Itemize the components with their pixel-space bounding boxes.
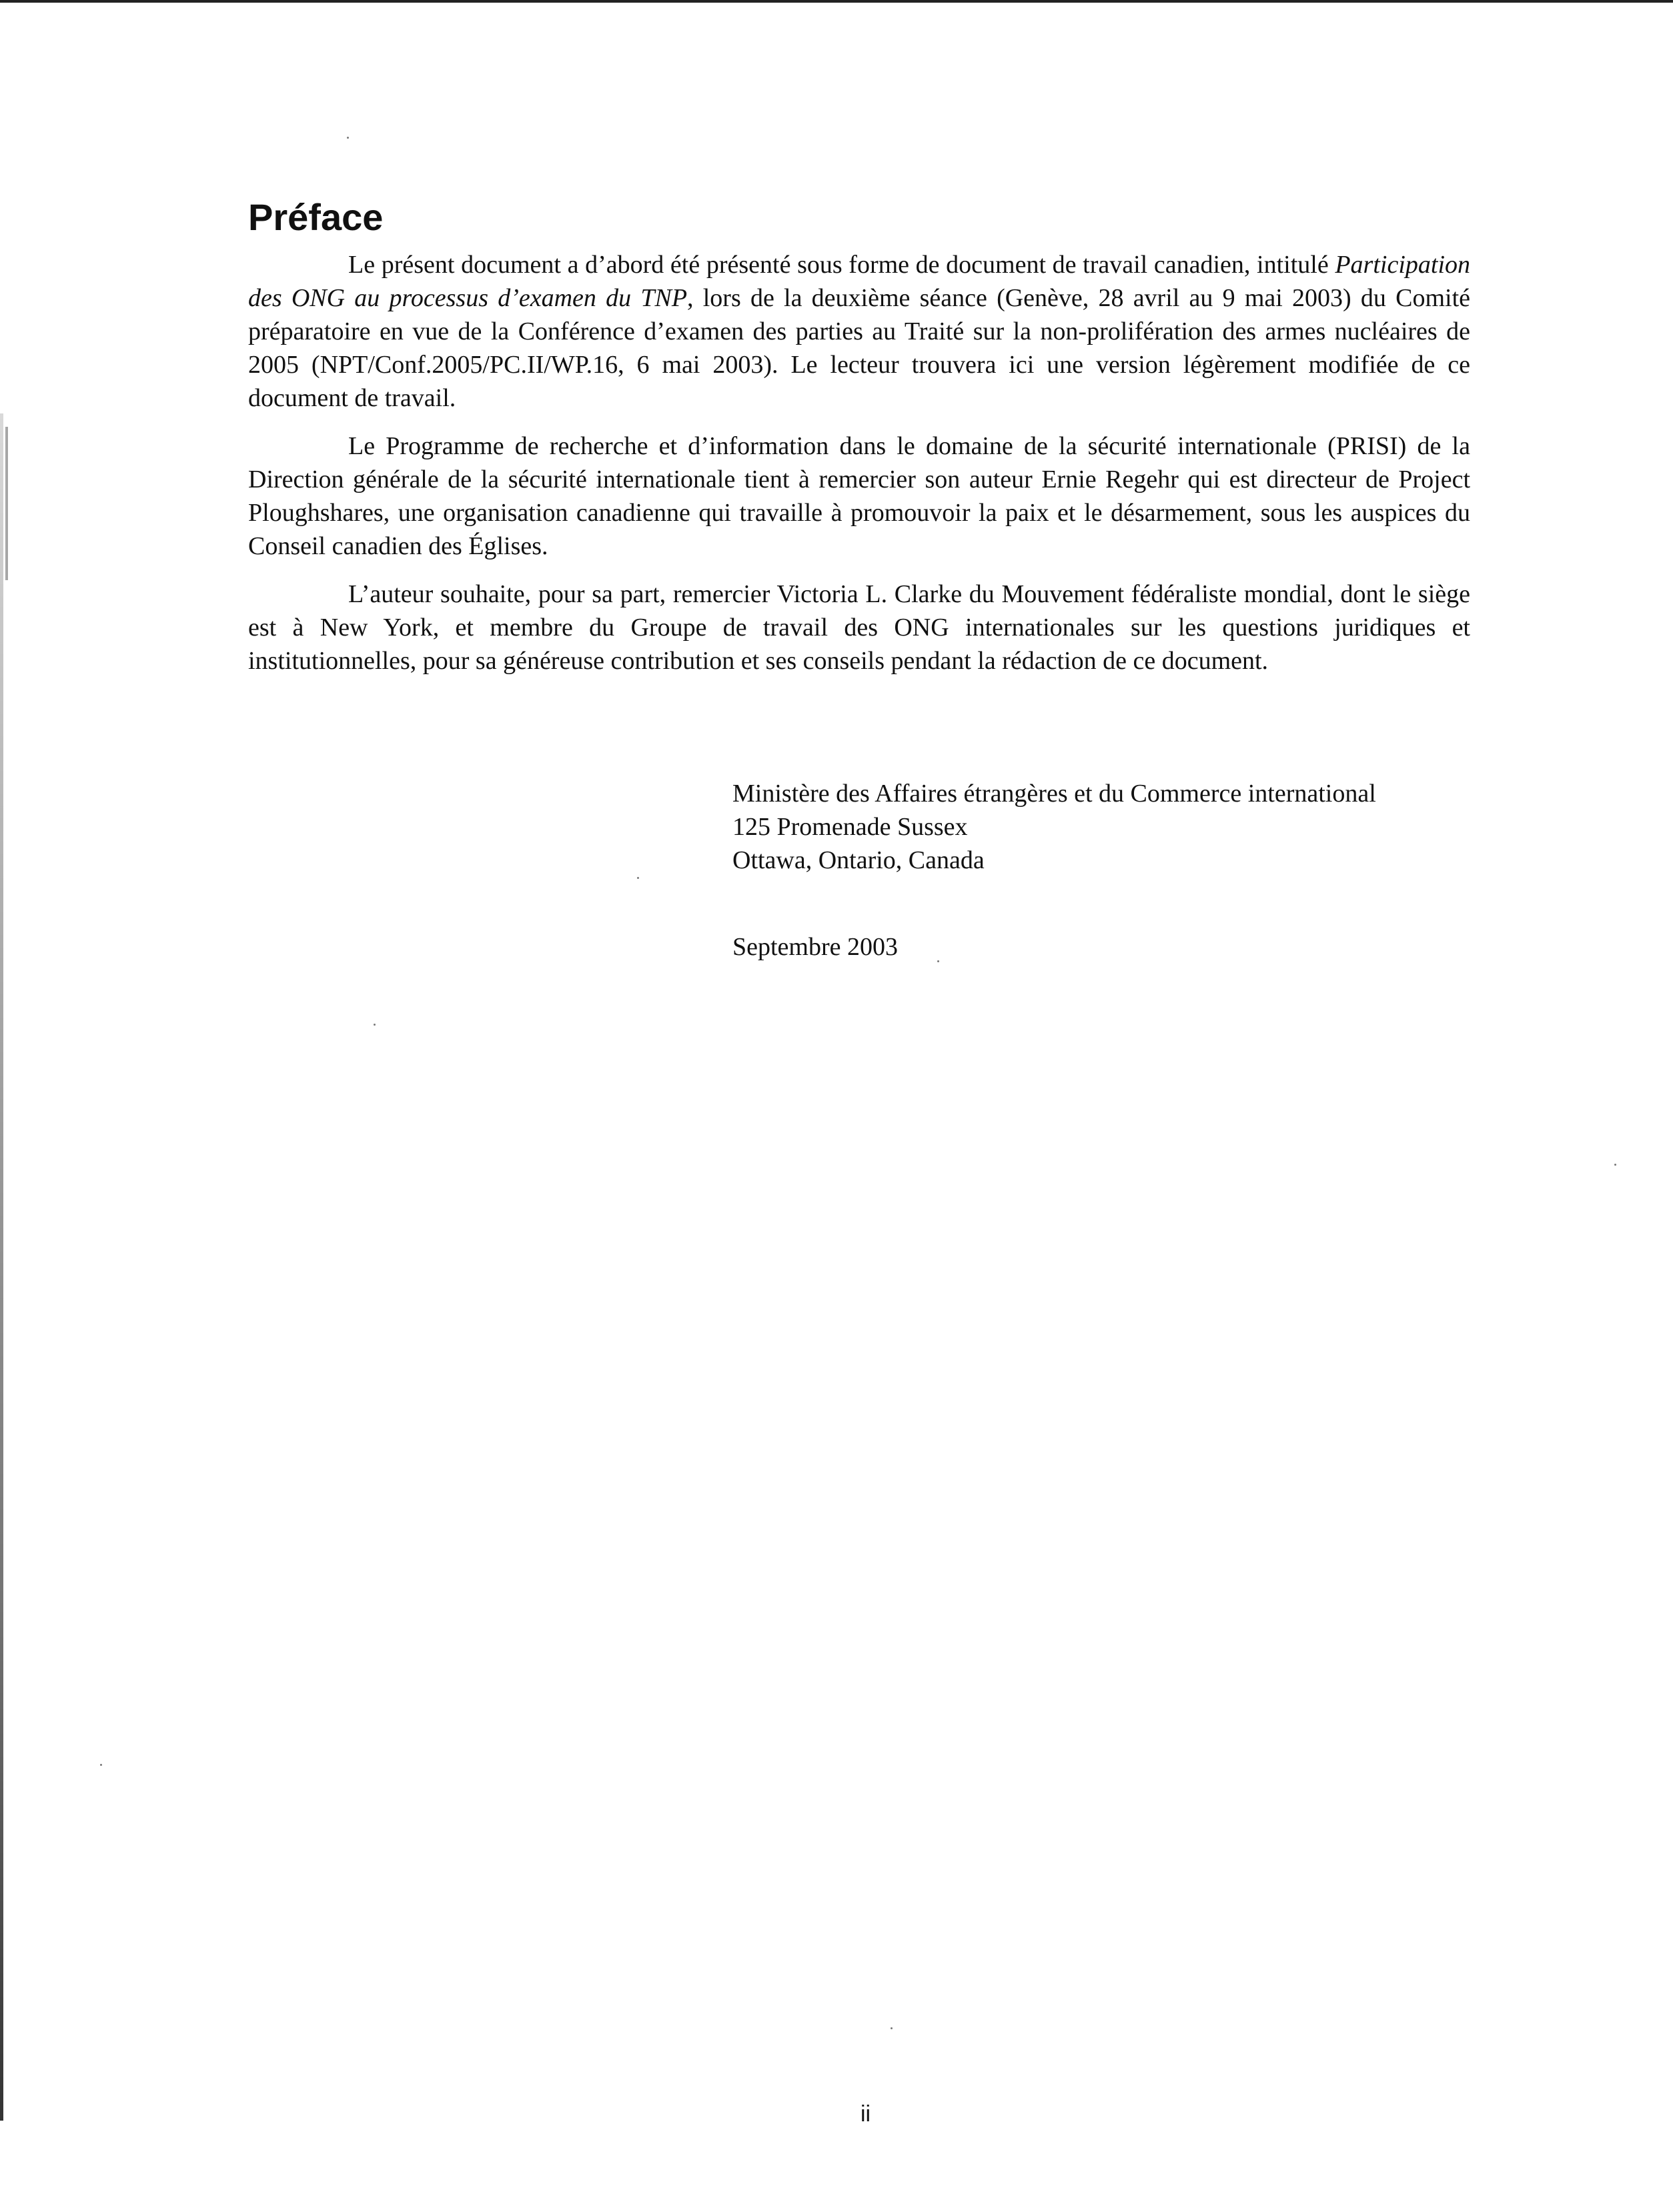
address-line-city: Ottawa, Ontario, Canada	[732, 846, 985, 874]
publication-date: Septembre 2003	[732, 933, 899, 961]
address-line-ministry: Ministère des Affaires étrangères et du Commerce international	[732, 780, 1376, 808]
ministry-address	[732, 777, 1376, 877]
page-title: Préface	[248, 196, 384, 238]
scan-speck	[891, 2027, 893, 2029]
preface-paragraph-1	[248, 248, 1470, 415]
scan-edge-shadow	[0, 413, 3, 2121]
preface-paragraph-3: L’auteur souhaite, pour sa part, remercier Victoria L. Clarke du Mouvement fédéraliste mondial, dont le siège est à New York, et membre du Groupe de travail des ONG internationales sur les questions juridiques et institutionnelles, pour sa généreuse contribution et ses conseils pendant la rédaction de ce document.	[248, 580, 1470, 675]
scan-speck	[1614, 1164, 1616, 1166]
page-number: ii	[861, 2101, 871, 2127]
preface-body	[248, 193, 1470, 692]
scan-speck	[374, 1024, 376, 1026]
scan-edge-mark	[5, 427, 8, 580]
working-paper-title: Participation des ONG au processus d’examen du TNP	[248, 251, 1470, 312]
scan-speck	[100, 1764, 102, 1766]
preface-paragraph-2: Le Programme de recherche et d’information dans le domaine de la sécurité internationale (PRISI) de la Direction générale de la sécurité internationale tient à remercier son auteur Ernie Regehr qui est directeur de Project Ploughshares, une organisation canadienne qui travaille à promouvoir la paix et le désarmement, sous les auspices du Conseil canadien des Églises.	[248, 432, 1470, 560]
paragraph-1-rest: , lors de la deuxième séance (Genève, 28 avril au 9 mai 2003) du Comité préparatoire en vue de la Conférence d’examen des parties au Traité sur la non-prolifération des armes nucléaires de 2005 (NPT/Conf.2005/PC.II/WP.16, 6 mai 2003). Le lecteur trouvera ici une version légèrement modifiée de ce document de travail.	[248, 284, 1470, 412]
address-line-street: 125 Promenade Sussex	[732, 813, 968, 841]
top-border-line	[0, 0, 1673, 3]
scan-speck	[347, 137, 349, 139]
scan-speck	[637, 877, 639, 879]
scan-speck	[937, 960, 939, 962]
paragraph-1-intro: Le présent document a d’abord été présenté sous forme de document de travail canadien, intitulé	[348, 251, 1335, 279]
